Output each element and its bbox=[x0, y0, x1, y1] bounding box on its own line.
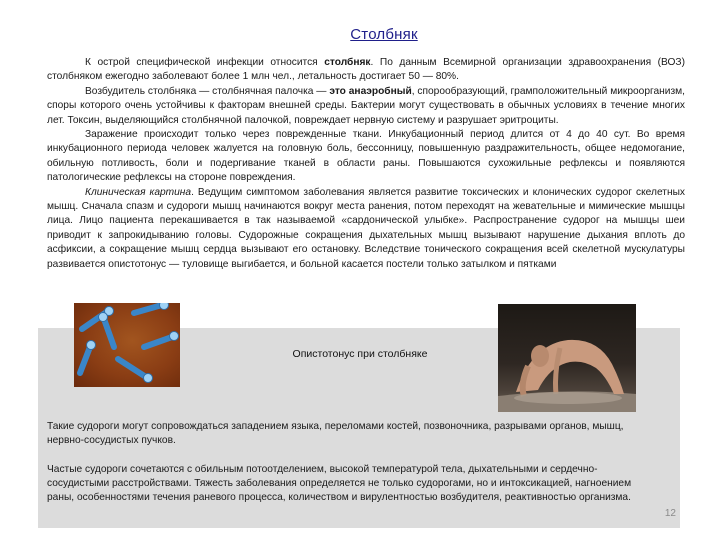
paragraph-infection: Заражение происходит только через поврежденные ткани. Инкубационный период длится от 4 до 40 сут. Во время инкубационного периода человек жалуется на головную боль, бессонницу, повышенную раздражительность, общее недомогание, обильную потливость, боли и подергивание тканей в области раны. Повышаются сухожильные рефлексы и появляются патологические рефлексы на стороне повреждения. bbox=[47, 129, 685, 184]
paragraph-clinical: Клиническая картина. Ведущим симптомом заболевания является развитие токсических и клонических судорог скелетных мышц. Сначала спазм и судороги мышц начинаются вокруг места ранения, потом переходят на жевательные и мимические мышцы лица. Лицо пациента перекашивается в так называемой «сардонической улыбке». Распространение судорог на мышцы шеи приводит к запрокидыванию головы. Судорожные сокращения дыхательных мышц вызывают нарушение дыхания вплоть до асфиксии, а сокращение мышц сердца вызывают его остановку. Вследствие тонического сокращения всей скелетной мускулатуры развивается опистотонус — туловище выгибается, и больной касается постели только затылком и пятками bbox=[47, 186, 685, 270]
complications-paragraph: Такие судороги могут сопровождаться западением языка, переломами костей, позвоночника, разрывами органов, мышц, нервно-сосудистых пучков. bbox=[47, 421, 624, 447]
main-text bbox=[47, 56, 685, 272]
paragraph-intro: К острой специфической инфекции относится столбняк. По данным Всемирной организации здравоохранения (ВОЗ) столбняком ежегодно заболевают более 1 млн чел., летальность достигает 50 — 80%. bbox=[47, 57, 685, 83]
page-title: Столбняк bbox=[350, 26, 418, 43]
page-number: 12 bbox=[664, 508, 676, 519]
bacteria-image bbox=[74, 303, 180, 387]
figure-caption: Опистотонус при столбняке bbox=[292, 348, 428, 360]
paragraph-pathogen: Возбудитель столбняка — столбнячная палочка — это анаэробный, спорообразующий, грамположительный микроорганизм, споры которого очень устойчивы к факторам внешней среды. Бактерии могут существовать в обычных условиях в течение многих лет. Токсин, выделяющийся столбнячной палочкой, повреждает нервную систему и разрушает эритроциты. bbox=[47, 85, 685, 126]
tetanus-bacillus-illustration bbox=[74, 303, 180, 387]
severity-paragraph: Частые судороги сочетаются с обильным потоотделением, высокой температурой тела, дыхательными и сердечно-сосудистыми расстройствами. Тяжесть заболевания определяется не только судорогами, но и интоксикацией, нагноением раны, особенностями течения раневого процесса, количеством и вирулентностью возбудителя, реактивностью организма. bbox=[47, 464, 632, 504]
